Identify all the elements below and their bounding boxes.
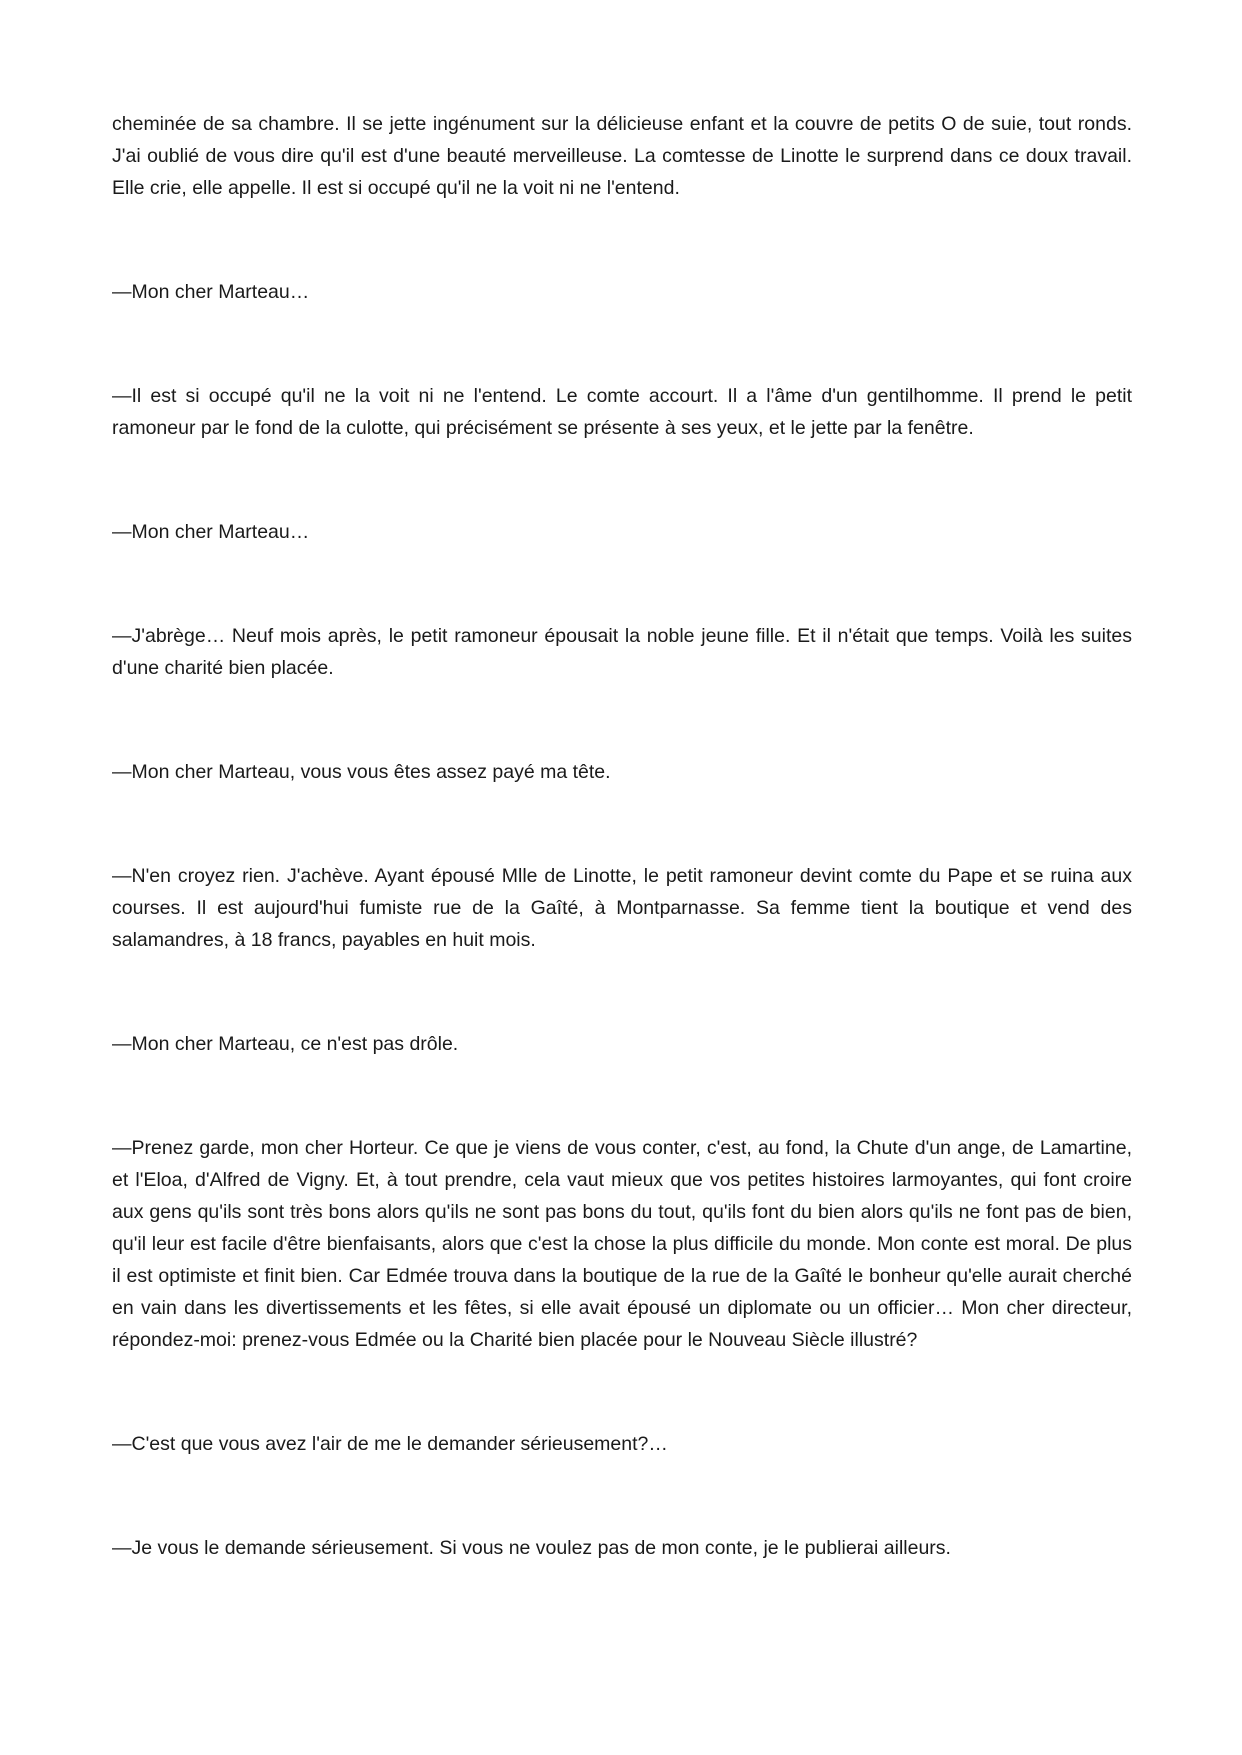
- paragraph-dialogue: —J'abrège… Neuf mois après, le petit ramoneur épousait la noble jeune fille. Et il n'était que temps. Voilà les suites d'une charité bien placée.: [112, 625, 1132, 679]
- paragraph-dialogue: —C'est que vous avez l'air de me le demander sérieusement?…: [112, 1433, 668, 1455]
- paragraph-dialogue: —Il est si occupé qu'il ne la voit ni ne l'entend. Le comte accourt. Il a l'âme d'un gentilhomme. Il prend le petit ramoneur par le fond de la culotte, qui précisément se présente à ses yeux, et le jette par la fenêtre.: [112, 385, 1132, 439]
- paragraph-dialogue: —Prenez garde, mon cher Horteur. Ce que je viens de vous conter, c'est, au fond, la Chute d'un ange, de Lamartine, et l'Eloa, d'Alfred de Vigny. Et, à tout prendre, cela vaut mieux que vos petites histoires larmoyantes, qui font croire aux gens qu'ils sont très bons alors qu'ils ne sont pas bons du tout, qu'ils font du bien alors qu'ils ne font pas de bien, qu'il leur est facile d'être bienfaisants, alors que c'est la chose la plus difficile du monde. Mon conte est moral. De plus il est optimiste et finit bien. Car Edmée trouva dans la boutique de la rue de la Gaîté le bonheur qu'elle aurait cherché en vain dans les divertissements et les fêtes, si elle avait épousé un diplomate ou un officier… Mon cher directeur, répondez-moi: prenez-vous Edmée ou la Charité bien placée pour le Nouveau Siècle illustré?: [112, 1137, 1132, 1351]
- paragraph-dialogue: —Mon cher Marteau…: [112, 281, 310, 303]
- paragraph-narration: cheminée de sa chambre. Il se jette ingénument sur la délicieuse enfant et la couvre de petits O de suie, tout ronds. J'ai oublié de vous dire qu'il est d'une beauté merveilleuse. La comtesse de Linotte le surprend dans ce doux travail. Elle crie, elle appelle. Il est si occupé qu'il ne la voit ni ne l'entend.: [112, 113, 1132, 199]
- document-page: [112, 108, 1132, 1636]
- paragraph-dialogue: —Mon cher Marteau…: [112, 521, 310, 543]
- paragraph-dialogue: —Mon cher Marteau, vous vous êtes assez payé ma tête.: [112, 761, 611, 783]
- paragraph-dialogue: —Je vous le demande sérieusement. Si vous ne voulez pas de mon conte, je le publierai ailleurs.: [112, 1537, 951, 1559]
- paragraph-dialogue: —N'en croyez rien. J'achève. Ayant épousé Mlle de Linotte, le petit ramoneur devint comte du Pape et se ruina aux courses. Il est aujourd'hui fumiste rue de la Gaîté, à Montparnasse. Sa femme tient la boutique et vend des salamandres, à 18 francs, payables en huit mois.: [112, 865, 1132, 951]
- paragraph-dialogue: —Mon cher Marteau, ce n'est pas drôle.: [112, 1033, 459, 1055]
